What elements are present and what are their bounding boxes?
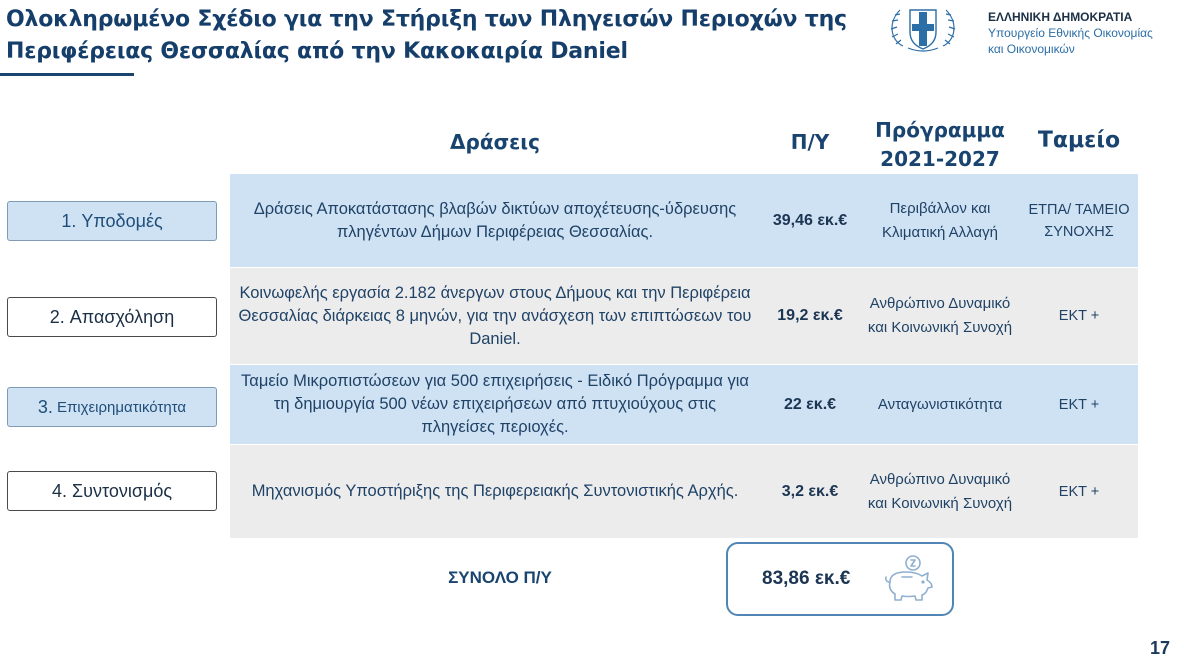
header-actions: Δράσεις <box>450 130 540 154</box>
slide-title: Ολοκληρωμένο Σχέδιο για την Στήριξη των Πληγεισών Περιοχών της Περιφέρειας Θεσσαλίας από την Κακοκαιρία Daniel <box>6 7 847 64</box>
row-description: Μηχανισμός Υποστήριξης της Περιφερειακής Συντονιστικής Αρχής. <box>251 482 739 500</box>
table-row <box>230 268 1138 365</box>
category-name: Υποδομές <box>81 210 163 231</box>
category-label-infrastructure <box>7 201 217 241</box>
category-label-coordination <box>7 471 217 511</box>
row-program: Ανθρώπινο Δυναμικό και Κοινωνική Συνοχή <box>867 470 1013 512</box>
header-fund: Ταμείο <box>1037 128 1121 153</box>
category-name: Συντονισμός <box>72 480 173 501</box>
title-underline <box>0 73 134 76</box>
row-program: Ανθρώπινο Δυναμικό και Κοινωνική Συνοχή <box>867 295 1013 336</box>
category-number: 1. <box>61 210 77 231</box>
category-name: Απασχόληση <box>69 306 175 327</box>
header-budget: Π/Υ <box>790 130 830 154</box>
ministry-line-2: και Οικονομικών <box>988 42 1075 56</box>
piggy-bank-icon <box>880 552 940 608</box>
row-budget: 39,46 εκ.€ <box>772 211 848 229</box>
row-description: Κοινωφελής εργασία 2.182 άνεργων στους Δήμους και την Περιφέρεια Θεσσαλίας διάρκειας 8 μηνών, για την ανάσχεση των επιπτώσεων του Daniel. <box>238 283 752 348</box>
category-number: 3. <box>37 396 53 417</box>
category-label-entrepreneurship <box>7 387 217 427</box>
row-program: Ανταγωνιστικότητα <box>877 395 1003 413</box>
category-number: 4. <box>51 480 67 501</box>
row-fund: ΕΚΤ + <box>1058 396 1100 413</box>
actions-table <box>230 114 1138 539</box>
organization-block <box>988 9 1153 57</box>
category-number: 2. <box>49 306 65 327</box>
total-label: ΣΥΝΟΛΟ Π/Υ <box>448 568 552 587</box>
org-name: ΕΛΛΗΝΙΚΗ ΔΗΜΟΚΡΑΤΙΑ <box>988 10 1133 24</box>
row-fund: ΕΚΤ + <box>1058 308 1100 324</box>
row-fund: ΕΚΤ + <box>1058 483 1100 500</box>
total-box <box>726 542 954 616</box>
row-program: Περιβάλλον και Κλιματική Αλλαγή <box>882 199 998 241</box>
row-fund: ΕΤΠΑ/ ΤΑΜΕΙΟ ΣΥΝΟΧΗΣ <box>1028 201 1130 240</box>
table-header <box>230 114 1138 174</box>
greek-emblem-icon <box>878 2 968 56</box>
row-budget: 19,2 εκ.€ <box>777 307 843 324</box>
row-budget: 22 εκ.€ <box>783 395 837 413</box>
total-value: 83,86 εκ.€ <box>762 568 851 589</box>
category-label-employment <box>7 297 217 337</box>
table-row <box>230 365 1138 445</box>
table-row <box>230 445 1138 539</box>
ministry-line-1: Υπουργείο Εθνικής Οικονομίας <box>988 26 1153 40</box>
row-description: Ταμείο Μικροπιστώσεων για 500 επιχειρήσεις - Ειδικό Πρόγραμμα για τη δημιουργία 500 νέων επιχειρήσεων από πτυχιούχους στις πληγείσες περιοχές. <box>241 372 749 436</box>
header-program: Πρόγραμμα 2021-2027 <box>875 118 1005 171</box>
row-description: Δράσεις Αποκατάστασης βλαβών δικτύων αποχέτευσης-ύδρευσης πληγέντων Δήμων Περιφέρειας Θεσσαλίας. <box>253 199 737 241</box>
table-row <box>230 174 1138 268</box>
category-name: Επιχειρηματικότητα <box>56 398 187 416</box>
row-budget: 3,2 εκ.€ <box>781 482 839 500</box>
page-number: 17 <box>1149 638 1170 658</box>
